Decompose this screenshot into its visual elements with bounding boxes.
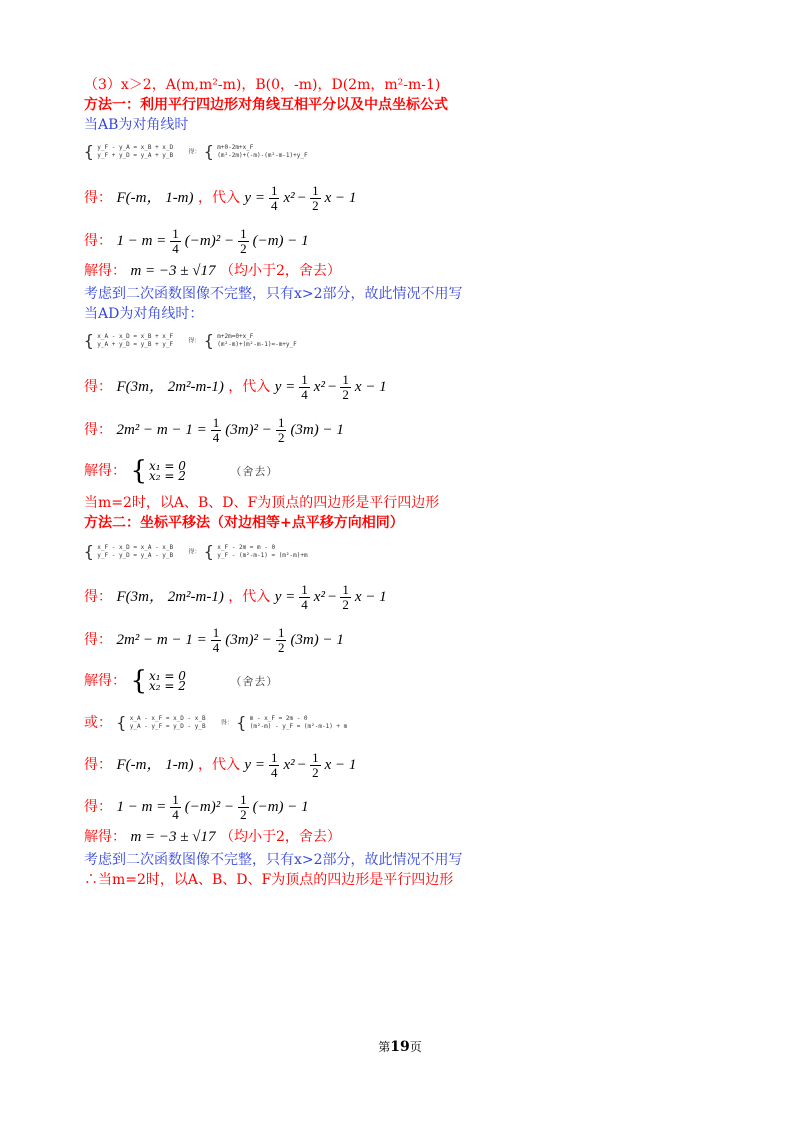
solve-line-4: 解得： m = −3 ± √17 （均小于2，舍去）: [84, 829, 341, 845]
page-number: 第19页: [378, 1039, 422, 1055]
label-de: 得：: [84, 190, 112, 206]
note-incomplete-2: 考虑到二次函数图像不完整，只有x>2部分，故此情况不用写: [84, 852, 463, 868]
equation-line-2: 得： 2m² − m − 1 = $\frac{1}{4}$ (3m)² − $\frac{1}{2}$ (3m) − 1: [84, 414, 344, 445]
sys-ab-right-2: (m²-2m)+(-m)-(m²-m-1)+y_F: [217, 152, 308, 159]
system-m2-2: { x_A - x_F = x_D - x_B y_A - y_F = y_D - y_B 得： { m - x_F = 2m - 0 (m²-m) - y_F = (m²-m-1) + m: [116, 713, 348, 732]
sys-ab-left-2: y_F + y_D = y_A + y_B: [97, 152, 174, 159]
sys-ab-left-1: y_F - y_A = x_B + x_D: [97, 144, 174, 151]
or-label: 或：: [84, 715, 112, 731]
solve-line-1: 解得： m = −3 ± √17 （均小于2，舍去）: [84, 263, 341, 279]
or-line: [84, 712, 347, 734]
f-point-line-4: 得： F(-m， 1-m) ，代入 y = $\frac{1}{4}$ x² − $\frac{1}{2}$ x − 1: [84, 749, 357, 780]
f-point-line-2: 得： F(3m， 2m²-m-1) ，代入 y = $\frac{1}{4}$ x² − $\frac{1}{2}$ x − 1: [84, 371, 387, 402]
f-point-1: F(-m， 1-m): [116, 190, 194, 206]
solve-note-1: （均小于2，舍去）: [219, 263, 341, 279]
sys-ab-right-1: m+0-2m+x_F: [217, 144, 254, 151]
parabola-1: y = $\frac{1}{4}$ x² − $\frac{1}{2}$ x − 1: [244, 182, 357, 213]
system-m2-1: { x_F - x_D = x_A - x_B y_F - y_D = y_A - y_B 得： { x_F - 2m = m - 0 y_F - (m²-m-1) = (m²-m)+m: [84, 542, 308, 561]
f-point-2: F(3m， 2m²-m-1): [116, 379, 224, 395]
system-ab: { y_F - y_A = x_B + x_D y_F + y_D = y_A + y_B 得： { m+0-2m+x_F (m²-2m)+(-m)-(m²-m-1)+y_F: [84, 142, 308, 161]
f-point-line-3: 得： F(3m， 2m²-m-1) ，代入 y = $\frac{1}{4}$ x² − $\frac{1}{2}$ x − 1: [84, 581, 387, 612]
equation-line-1: 得： 1 − m = $\frac{1}{4}$ (−m)² − $\frac{1}{2}$ (−m) − 1: [84, 225, 309, 256]
solve-line-2: 解得： { x₁ = 0 x₂ = 2 （舍去）: [84, 456, 279, 486]
method2-title: 方法二：坐标平移法（对边相等+点平移方向相同）: [84, 515, 404, 531]
case-ad-heading: 当AD为对角线时：: [84, 306, 204, 322]
sys-ab-mid: 得：: [188, 148, 201, 156]
f-point-line-1: [84, 183, 356, 213]
sub-label: ，代入: [197, 190, 240, 206]
note-incomplete-1: 考虑到二次函数图像不完整，只有x>2部分，故此情况不用写: [84, 286, 463, 302]
system-ad: { x_A - x_D = x_B + x_F y_A + y_D = y_B + y_F 得： { m+2m=0+x_F (m²-m)+(m²-m-1)=-m+y_F: [84, 331, 297, 350]
solve-system-1: { x₁ = 0 x₂ = 2: [130, 456, 186, 486]
equation-line-3: 得： 2m² − m − 1 = $\frac{1}{4}$ (3m)² − $\frac{1}{2}$ (3m) − 1: [84, 624, 344, 655]
method1-title: 方法一：利用平行四边形对角线互相平分以及中点坐标公式: [84, 97, 448, 113]
final-conclusion: ∴当m=2时，以A、B、D、F为顶点的四边形是平行四边形: [84, 872, 454, 888]
equation-line-4: 得： 1 − m = $\frac{1}{4}$ (−m)² − $\frac{1}{2}$ (−m) − 1: [84, 791, 309, 822]
equation-1: 1 − m = $\frac{1}{4}$ (−m)² − $\frac{1}{2}$ (−m) − 1: [116, 225, 309, 256]
condition-text: （3）x＞2，A(m,m²-m)，B(0，-m)，D(2m，m²-m-1): [84, 77, 441, 93]
solve-line-3: 解得： { x₁ = 0 x₂ = 2 （舍去）: [84, 666, 279, 696]
conclusion-1: 当m=2时，以A、B、D、F为顶点的四边形是平行四边形: [84, 495, 440, 511]
solve-result-1: m = −3 ± √17: [130, 263, 216, 279]
case-ab-heading: 当AB为对角线时: [84, 117, 189, 133]
